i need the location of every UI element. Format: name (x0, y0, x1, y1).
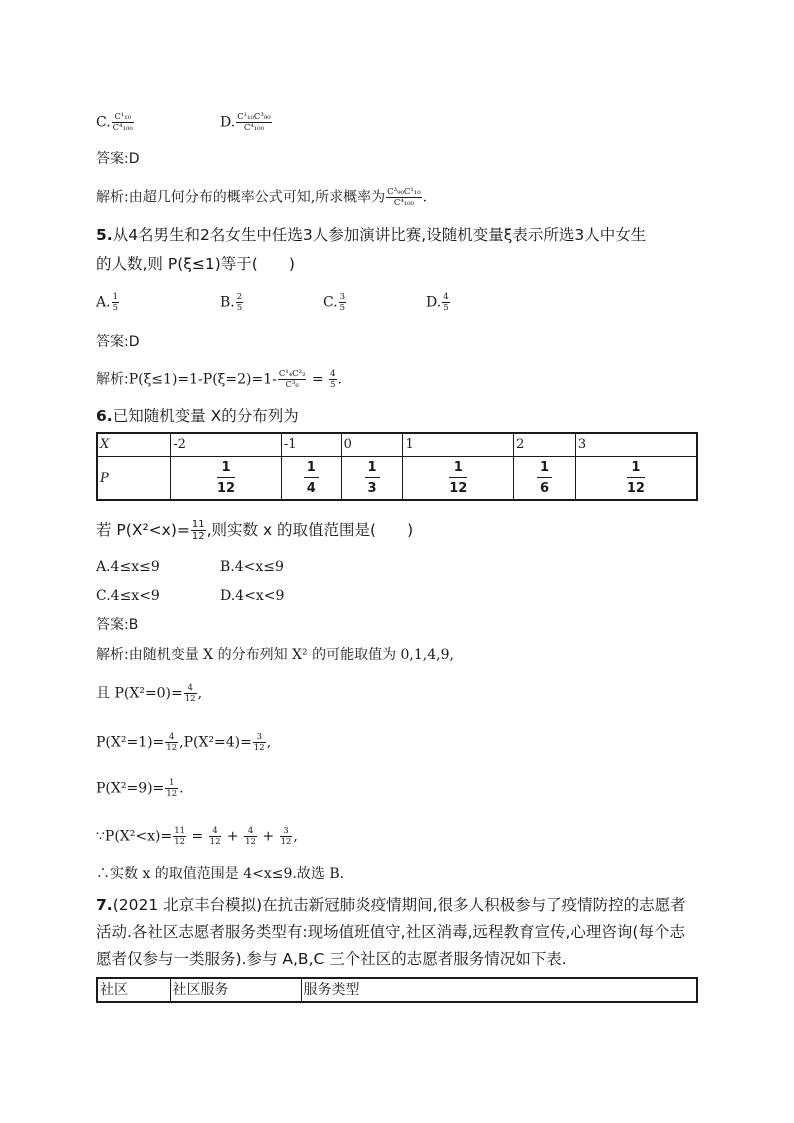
table-cell-x: 1 (403, 433, 514, 457)
table-cell-x: 0 (341, 433, 403, 457)
q6-analysis-line3: P(X²=1)= $\frac{4}{12}$ ,P(X²=4)= $\frac{3}{12}$ , (96, 732, 272, 753)
q7-stem-line3: 愿者仅参与一类服务).参与 A,B,C 三个社区的志愿者服务情况如下表. (96, 950, 567, 968)
table-row-p (97, 457, 697, 501)
table-row-x (97, 433, 697, 457)
q4-analysis: 解析:由超几何分布的概率公式可知,所求概率为 $\frac{\text{C³₉₀C¹₁₀}}{\text{C⁴₁₀₀}}$ . (96, 187, 428, 208)
q4-option-c-fraction: $\frac{\text{C¹₁₀}}{\text{C⁴₁₀₀}}$ (112, 112, 133, 133)
q4-analysis-label: 解析: (96, 189, 129, 206)
table-header-row (97, 978, 697, 1002)
q4-option-c-label: C. (96, 114, 111, 131)
table-cell-p: $\frac{1}{12}$ (403, 457, 514, 501)
table-cell-p: $\frac{1}{3}$ (341, 457, 403, 501)
table-header-service: 社区服务 (170, 978, 301, 1002)
table-header-community: 社区 (97, 978, 170, 1002)
q7-community-table (96, 977, 698, 1003)
q6-answer: 答案:B (96, 617, 139, 633)
q6-stem: 6.已知随机变量 X的分布列为 (96, 407, 299, 425)
q5-number: 5. (96, 226, 113, 244)
q5-option-c: C. $\frac{3}{5}$ (323, 292, 346, 313)
q6-option-c: C.4≤x<9 (96, 588, 160, 604)
q7-stem-line2: 活动.各社区志愿者服务类型有:现场值班值守,社区消毒,远程教育宣传,心理咨询(每个志 (96, 923, 685, 941)
table-cell-x: 2 (514, 433, 576, 457)
q6-option-b: B.4<x≤9 (220, 559, 284, 575)
q4-option-d-fraction: $\frac{\text{C¹₁₀C³₉₀}}{\text{C⁴₁₀₀}}$ (237, 112, 271, 133)
q6-distribution-table (96, 432, 698, 501)
q5-option-b: B. $\frac{2}{5}$ (220, 292, 243, 313)
table-cell-p: $\frac{1}{12}$ (575, 457, 697, 501)
q5-analysis: 解析:P(ξ≤1)=1-P(ξ=2)=1- $\frac{\text{C¹₄C²₂}}{\text{C³₆}}$ = $\frac{4}{5}$ . (96, 369, 342, 390)
table-cell-x-label: X (97, 433, 171, 457)
q6-option-a: A.4≤x≤9 (96, 559, 160, 575)
q5-stem-line2: 的人数,则 P(ξ≤1)等于( ) (96, 255, 295, 273)
q4-analysis-fraction: $\frac{\text{C³₉₀C¹₁₀}}{\text{C⁴₁₀₀}}$ (387, 187, 421, 208)
table-cell-p: $\frac{1}{6}$ (514, 457, 576, 501)
q4-option-d (220, 112, 273, 133)
table-cell-x: -1 (281, 433, 341, 457)
q7-stem-line1: 7.(2021 北京丰台模拟)在抗击新冠肺炎疫情期间,很多人积极参与了疫情防控的志愿者 (96, 896, 686, 914)
q5-answer: 答案:D (96, 334, 140, 350)
q5-option-a: A. $\frac{1}{5}$ (96, 292, 118, 313)
table-cell-p: $\frac{1}{4}$ (281, 457, 341, 501)
q6-analysis-line4: P(X²=9)= $\frac{1}{12}$ . (96, 778, 184, 799)
q4-answer: 答案:D (96, 151, 140, 167)
table-header-service-type: 服务类型 (301, 978, 697, 1002)
q5-option-d: D. $\frac{4}{5}$ (426, 292, 449, 313)
q6-conclusion: ∴实数 x 的取值范围是 4<x≤9.故选 B. (96, 866, 345, 882)
q4-analysis-text: 由超几何分布的概率公式可知,所求概率为 (128, 189, 386, 206)
q6-option-d: D.4<x<9 (220, 588, 285, 604)
table-cell-p-label: P (97, 457, 171, 501)
q4-option-d-label: D. (220, 114, 236, 131)
q5-stem-line1: 5.从4名男生和2名女生中任选3人参加演讲比赛,设随机变量ξ表示所选3人中女生 (96, 226, 647, 244)
table-cell-p: $\frac{1}{12}$ (171, 457, 282, 501)
table-cell-x: -2 (171, 433, 282, 457)
table-cell-x: 3 (575, 433, 697, 457)
q6-analysis-line1: 解析:由随机变量 X 的分布列知 X² 的可能取值为 0,1,4,9, (96, 647, 454, 663)
q6-number: 6. (96, 407, 113, 425)
q6-question: 若 P(X²<x)= $\frac{11}{12}$ ,则实数 x 的取值范围是( ) (96, 519, 414, 542)
q7-number: 7. (96, 896, 113, 914)
q6-analysis-line2: 且 P(X²=0)= $\frac{4}{12}$ , (96, 683, 203, 704)
q4-option-c (96, 112, 135, 133)
q6-analysis-line5: ∵P(X²<x)= $\frac{11}{12}$ = $\frac{4}{12}$ + $\frac{4}{12}$ + $\frac{3}{12}$ , (96, 826, 298, 847)
